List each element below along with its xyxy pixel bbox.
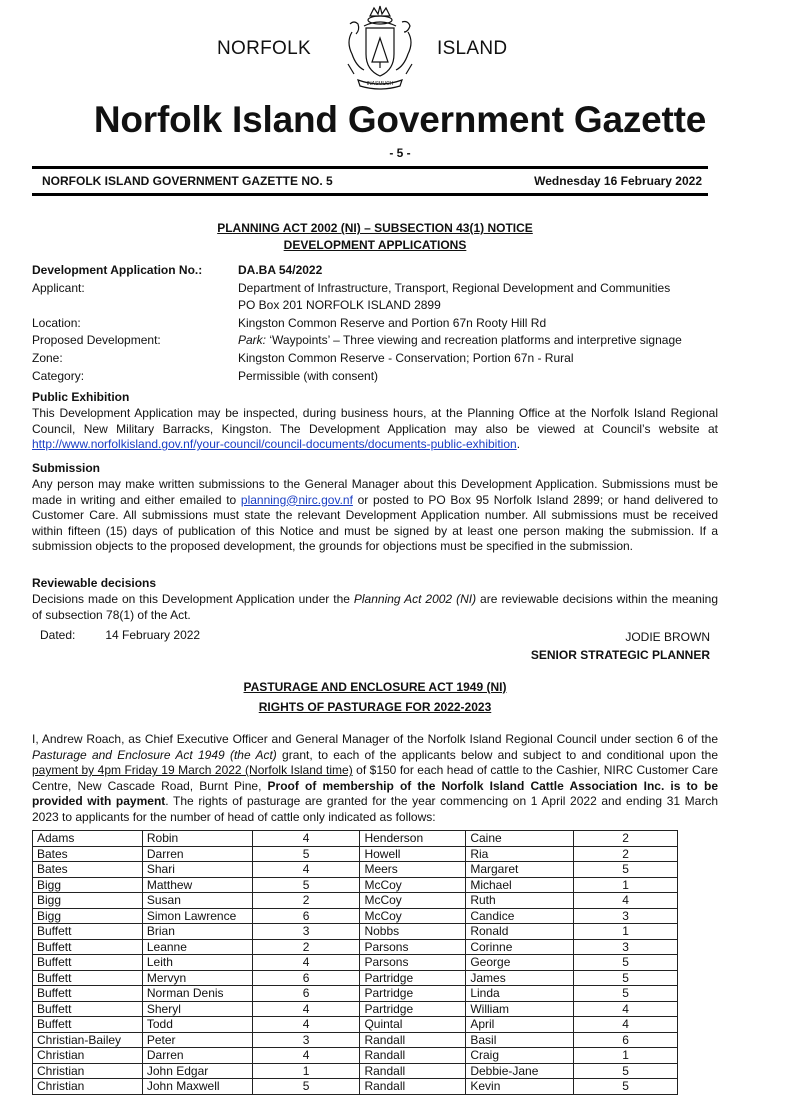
table-row [33,1032,678,1048]
table-cell: 5 [252,1079,360,1095]
table-row [33,939,678,955]
page-number: - 5 - [389,146,411,160]
notice1-heading: PLANNING ACT 2002 (NI) – SUBSECTION 43(1) NOTICE [217,221,533,235]
signature-block [531,628,710,664]
table-cell: Ria [466,846,574,862]
table-cell: Partridge [360,1001,466,1017]
payment-deadline: payment by 4pm Friday 19 March 2022 (Norfolk Island time) [32,763,353,778]
reviewable-body1: Decisions made on this Development Application under the [32,592,354,606]
pasturage-body3: of $150 for each head of cattle to the Cashier, NIRC Customer Care Centre, New Cascade Road, Burnt Pine, [32,763,718,793]
table-row [33,955,678,971]
reviewable-act: Planning Act 2002 (NI) [353,592,477,606]
masthead-norfolk: NORFOLK [217,38,311,59]
proposed-row [32,332,738,350]
masthead-island: ISLAND [437,38,508,59]
public-exhibition-text [32,406,718,453]
table-cell: Matthew [142,877,252,893]
table-cell: Peter [142,1032,252,1048]
table-cell: John Maxwell [142,1079,252,1095]
table-cell: John Edgar [142,1063,252,1079]
table-cell: 4 [252,831,360,847]
table-cell: Ronald [466,924,574,940]
crest-motto: INASMUCH [366,81,394,87]
table-cell: Kevin [466,1079,574,1095]
da-label: Development Application No.: [32,263,203,277]
gazette-date: Wednesday 16 February 2022 [534,174,702,188]
table-cell: 5 [574,986,678,1002]
table-cell: Debbie-Jane [466,1063,574,1079]
applicant-label: Applicant: [32,280,85,295]
table-cell: Mervyn [142,970,252,986]
reviewable-heading: Reviewable decisions [32,576,157,590]
table-cell: 2 [574,846,678,862]
top-rule [32,166,708,169]
zone-label: Zone: [32,350,63,365]
table-cell: 4 [252,1001,360,1017]
table-cell: 5 [574,970,678,986]
table-cell: 2 [252,939,360,955]
notice1-subheading: DEVELOPMENT APPLICATIONS [283,238,467,252]
table-cell: April [466,1017,574,1033]
table-cell: 6 [252,908,360,924]
proposed-value [238,332,738,350]
table-cell: Christian [33,1063,143,1079]
table-cell: James [466,970,574,986]
category-label: Category: [32,368,85,383]
submission-body1: Any person may make written submissions to the General Manager about this Development Application. Submissions must be made in writing and either emailed to [32,477,718,507]
table-cell: Nobbs [360,924,466,940]
table-cell: Bigg [33,877,143,893]
proposed-type: Park: [238,333,267,348]
table-cell: Susan [142,893,252,909]
pasturage-paragraph [32,732,718,826]
table-cell: 4 [252,1017,360,1033]
pasturage-body1: I, Andrew Roach, as Chief Executive Officer and General Manager of the Norfolk Island Regional Council under section 6 of the [32,732,718,746]
table-cell: Craig [466,1048,574,1064]
table-cell: Henderson [360,831,466,847]
table-cell: Darren [142,1048,252,1064]
pasturage-body2: grant, to each of the applicants below and subject to and conditional upon the [276,747,718,762]
table-cell: Leith [142,955,252,971]
table-cell: George [466,955,574,971]
pasturage-table [32,830,678,1095]
table-cell: Buffett [33,986,143,1002]
table-cell: 4 [574,1017,678,1033]
exhibition-link[interactable]: http://www.norfolkisland.gov.nf/your-council/council-documents/documents-public-exhibition [32,437,517,452]
reviewable-body2: are reviewable decisions within the meaning of subsection 78(1) of the Act. [32,592,718,622]
table-row [33,1079,678,1095]
table-cell: Candice [466,908,574,924]
table-cell: 5 [252,877,360,893]
table-cell: Bigg [33,893,143,909]
table-cell: Simon Lawrence [142,908,252,924]
public-exhibition-heading: Public Exhibition [32,390,130,404]
table-cell: 6 [574,1032,678,1048]
applicant-line1: Department of Infrastructure, Transport, Regional Development and Communities [238,280,671,295]
notice2-heading: PASTURAGE AND ENCLOSURE ACT 1949 (NI) [243,680,507,694]
table-cell: Randall [360,1079,466,1095]
table-cell: Buffett [33,939,143,955]
table-cell: Buffett [33,970,143,986]
pasturage-table-body [33,831,678,1095]
table-cell: Buffett [33,1017,143,1033]
table-cell: 1 [252,1063,360,1079]
table-cell: 1 [574,877,678,893]
table-cell: Basil [466,1032,574,1048]
table-cell: Bates [33,846,143,862]
table-cell: Meers [360,862,466,878]
applicant-line2: PO Box 201 NORFOLK ISLAND 2899 [238,298,441,313]
coat-of-arms-icon [330,2,430,92]
bottom-rule [32,193,708,196]
table-cell: 4 [574,1001,678,1017]
table-cell: 4 [252,1048,360,1064]
table-cell: Sheryl [142,1001,252,1017]
table-cell: 5 [574,1079,678,1095]
table-cell: Christian [33,1048,143,1064]
table-cell: Randall [360,1048,466,1064]
category-row [32,368,738,386]
dated-value: 14 February 2022 [105,628,201,642]
pasturage-act: Pasturage and Enclosure Act 1949 (the Act) [32,747,277,762]
table-cell: Todd [142,1017,252,1033]
submission-body2: or posted to PO Box 95 Norfolk Island 2899; or hand delivered to Customer Care. All submissions must state the relevant Development Application number. All submissions must be received within fifteen (15) days of publication of this Notice and must be signed by at least one person making the submission. If a submission objects to the proposed development, the grounds for objections must be specified in the submission. [32,492,718,554]
category-value: Permissible (with consent) [238,368,379,383]
table-row [33,877,678,893]
location-row [32,315,738,333]
location-label: Location: [32,315,81,330]
table-cell: 4 [252,955,360,971]
gazette-title: Norfolk Island Government Gazette [93,99,707,140]
table-cell: 2 [574,831,678,847]
table-row [33,831,678,847]
signer-name: JODIE BROWN [625,630,710,644]
applicant-value [238,280,738,315]
table-cell: McCoy [360,877,466,893]
table-cell: Buffett [33,955,143,971]
table-row [33,986,678,1002]
table-row [33,1001,678,1017]
table-cell: 3 [574,908,678,924]
table-cell: Christian-Bailey [33,1032,143,1048]
table-cell: Linda [466,986,574,1002]
table-cell: 2 [252,893,360,909]
pasturage-body4: . The rights of pasturage are granted for the year commencing on 1 April 2022 and ending 31 March 2023 to applicants for the number of head of cattle only indicated as follows: [32,794,719,824]
table-cell: Robin [142,831,252,847]
table-cell: Michael [466,877,574,893]
table-cell: Quintal [360,1017,466,1033]
da-value: DA.BA 54/2022 [238,263,323,277]
table-cell: McCoy [360,908,466,924]
table-cell: Christian [33,1079,143,1095]
table-cell: 1 [574,924,678,940]
table-cell: Partridge [360,970,466,986]
public-exhibition-body: This Development Application may be inspected, during business hours, at the Planning Office at the Norfolk Island Regional Council, New Military Barracks, Kingston. The Development Application may also be viewed at Council’s website at [32,406,718,436]
table-cell: 1 [574,1048,678,1064]
reviewable-text [32,592,718,623]
table-cell: Norman Denis [142,986,252,1002]
gazette-info-bar [42,174,702,188]
table-cell: Parsons [360,955,466,971]
table-row [33,893,678,909]
table-row [33,846,678,862]
table-cell: Partridge [360,986,466,1002]
membership-requirement: Proof of membership of the Norfolk Island Cattle Association Inc. is to be provided with payment [32,778,718,809]
table-row [33,1017,678,1033]
table-cell: 4 [252,862,360,878]
table-cell: 5 [574,1063,678,1079]
table-cell: 6 [252,970,360,986]
table-row [33,970,678,986]
proposed-desc: ‘Waypoints’ – Three viewing and recreation platforms and interpretive signage [266,333,682,348]
table-cell: Buffett [33,924,143,940]
table-cell: Corinne [466,939,574,955]
dated-label: Dated: [40,628,76,642]
table-cell: 3 [574,939,678,955]
gazette-number: NORFOLK ISLAND GOVERNMENT GAZETTE NO. 5 [42,174,333,188]
table-row [33,862,678,878]
table-cell: 5 [252,846,360,862]
table-cell: Ruth [466,893,574,909]
table-row [33,1063,678,1079]
table-cell: 3 [252,924,360,940]
application-details [32,262,738,385]
applicant-row [32,280,738,315]
zone-value: Kingston Common Reserve - Conservation; Portion 67n - Rural [238,350,574,365]
dated-line [40,628,200,642]
table-cell: Margaret [466,862,574,878]
da-number-row [32,262,738,280]
submission-text [32,477,718,555]
table-cell: 5 [574,955,678,971]
table-cell: Bates [33,862,143,878]
table-cell: 6 [252,986,360,1002]
table-cell: Howell [360,846,466,862]
public-exhibition-end: . [516,437,521,452]
table-cell: Adams [33,831,143,847]
table-cell: Randall [360,1063,466,1079]
zone-row [32,350,738,368]
table-cell: 4 [574,893,678,909]
table-cell: Leanne [142,939,252,955]
table-cell: Caine [466,831,574,847]
location-value: Kingston Common Reserve and Portion 67n Rooty Hill Rd [238,315,547,330]
table-cell: Bigg [33,908,143,924]
proposed-label: Proposed Development: [32,333,161,348]
table-cell: Randall [360,1032,466,1048]
table-row [33,924,678,940]
table-cell: Brian [142,924,252,940]
table-cell: William [466,1001,574,1017]
signer-role: SENIOR STRATEGIC PLANNER [530,648,710,662]
table-row [33,908,678,924]
notice2-subheading: RIGHTS OF PASTURAGE FOR 2022-2023 [258,700,492,714]
table-cell: 5 [574,862,678,878]
table-cell: Shari [142,862,252,878]
submission-heading: Submission [32,461,101,475]
table-cell: McCoy [360,893,466,909]
table-cell: Buffett [33,1001,143,1017]
table-row [33,1048,678,1064]
email-link[interactable]: planning@nirc.gov.nf [240,492,353,507]
table-cell: Darren [142,846,252,862]
table-cell: 3 [252,1032,360,1048]
table-cell: Parsons [360,939,466,955]
